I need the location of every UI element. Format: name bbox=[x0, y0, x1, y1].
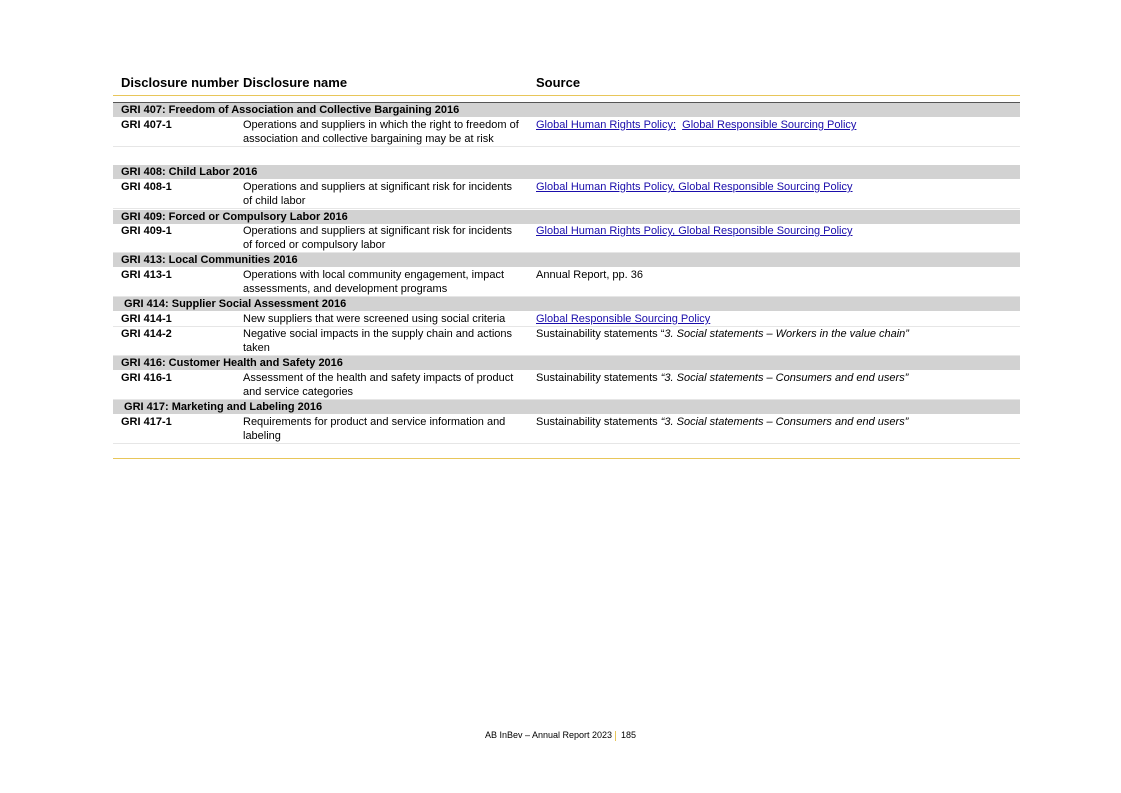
page-footer bbox=[0, 729, 1121, 741]
source-link[interactable]: Global Human Rights Policy, Global Responsible Sourcing Policy bbox=[536, 181, 853, 193]
source-text: Annual Report, pp. 36 bbox=[536, 269, 644, 281]
table-row bbox=[113, 415, 1020, 444]
source-quote: 3. Social statements – Workers in the value chain” bbox=[664, 328, 909, 340]
disclosure-number: GRI 408-1 bbox=[121, 181, 172, 193]
table-row bbox=[113, 312, 1020, 327]
disclosure-number: GRI 417-1 bbox=[121, 416, 172, 428]
section-header: GRI 409: Forced or Compulsory Labor 2016 bbox=[113, 210, 1020, 224]
disclosure-name: Assessment of the health and safety impacts of product and service categories bbox=[243, 372, 514, 398]
source-cell bbox=[536, 224, 853, 238]
disclosure-name: Operations and suppliers in which the right to freedom of association and collective bargaining may be at risk bbox=[243, 119, 519, 145]
source-quote: “3. Social statements – Consumers and end users” bbox=[660, 416, 909, 428]
disclosure-name: Requirements for product and service information and labeling bbox=[243, 416, 506, 442]
disclosure-number: GRI 407-1 bbox=[121, 119, 172, 131]
source-prefix: Sustainability statements bbox=[536, 416, 661, 428]
disclosure-number: GRI 414-2 bbox=[121, 328, 172, 340]
source-quote: “3. Social statements – Consumers and end users” bbox=[660, 372, 909, 384]
source-link[interactable]: Global Human Rights Policy, Global Responsible Sourcing Policy bbox=[536, 225, 853, 237]
source-link[interactable]: Global Responsible Sourcing Policy bbox=[536, 313, 711, 325]
footer-separator bbox=[615, 731, 616, 741]
disclosure-number: GRI 409-1 bbox=[121, 225, 172, 237]
section-header: GRI 408: Child Labor 2016 bbox=[113, 165, 1020, 179]
source-link[interactable]: Global Human Rights Policy; bbox=[536, 119, 677, 131]
source-prefix: Sustainability statements “ bbox=[536, 328, 665, 340]
footer-text: AB InBev – Annual Report 2023 bbox=[484, 730, 613, 740]
table-bottom-rule bbox=[113, 458, 1020, 459]
disclosure-number: GRI 416-1 bbox=[121, 372, 172, 384]
table-row bbox=[113, 118, 1020, 147]
section-header: GRI 407: Freedom of Association and Collective Bargaining 2016 bbox=[113, 103, 1020, 117]
table-row bbox=[113, 327, 1020, 356]
section-header: GRI 417: Marketing and Labeling 2016 bbox=[113, 400, 1020, 414]
section-header: GRI 413: Local Communities 2016 bbox=[113, 253, 1020, 267]
disclosure-name: New suppliers that were screened using social criteria bbox=[243, 313, 506, 325]
table-row bbox=[113, 371, 1020, 400]
source-prefix: Sustainability statements bbox=[536, 372, 661, 384]
disclosure-name: Operations and suppliers at significant risk for incidents of child labor bbox=[243, 181, 513, 207]
disclosure-number: GRI 413-1 bbox=[121, 269, 172, 281]
source-cell bbox=[536, 415, 908, 429]
source-cell bbox=[536, 371, 908, 385]
disclosure-name: Operations with local community engagement, impact assessments, and development programs bbox=[243, 269, 505, 295]
source-link[interactable]: Global Responsible Sourcing Policy bbox=[682, 119, 857, 131]
header-disclosure-name: Disclosure name bbox=[243, 75, 348, 90]
source-cell bbox=[536, 312, 710, 326]
disclosure-name: Negative social impacts in the supply chain and actions taken bbox=[243, 328, 513, 354]
disclosure-number: GRI 414-1 bbox=[121, 313, 172, 325]
source-cell bbox=[536, 118, 856, 132]
table-row bbox=[113, 224, 1020, 253]
disclosure-name: Operations and suppliers at significant risk for incidents of forced or compulsory labor bbox=[243, 225, 513, 251]
header-source: Source bbox=[536, 75, 581, 90]
header-divider bbox=[113, 95, 1020, 96]
source-cell bbox=[536, 180, 853, 194]
section-header: GRI 414: Supplier Social Assessment 2016 bbox=[113, 297, 1020, 311]
section-header: GRI 416: Customer Health and Safety 2016 bbox=[113, 356, 1020, 370]
table-row bbox=[113, 180, 1020, 209]
table-row bbox=[113, 268, 1020, 297]
page-number: 185 bbox=[621, 730, 637, 740]
source-cell bbox=[536, 327, 909, 341]
header-disclosure-number: Disclosure number bbox=[121, 75, 239, 90]
